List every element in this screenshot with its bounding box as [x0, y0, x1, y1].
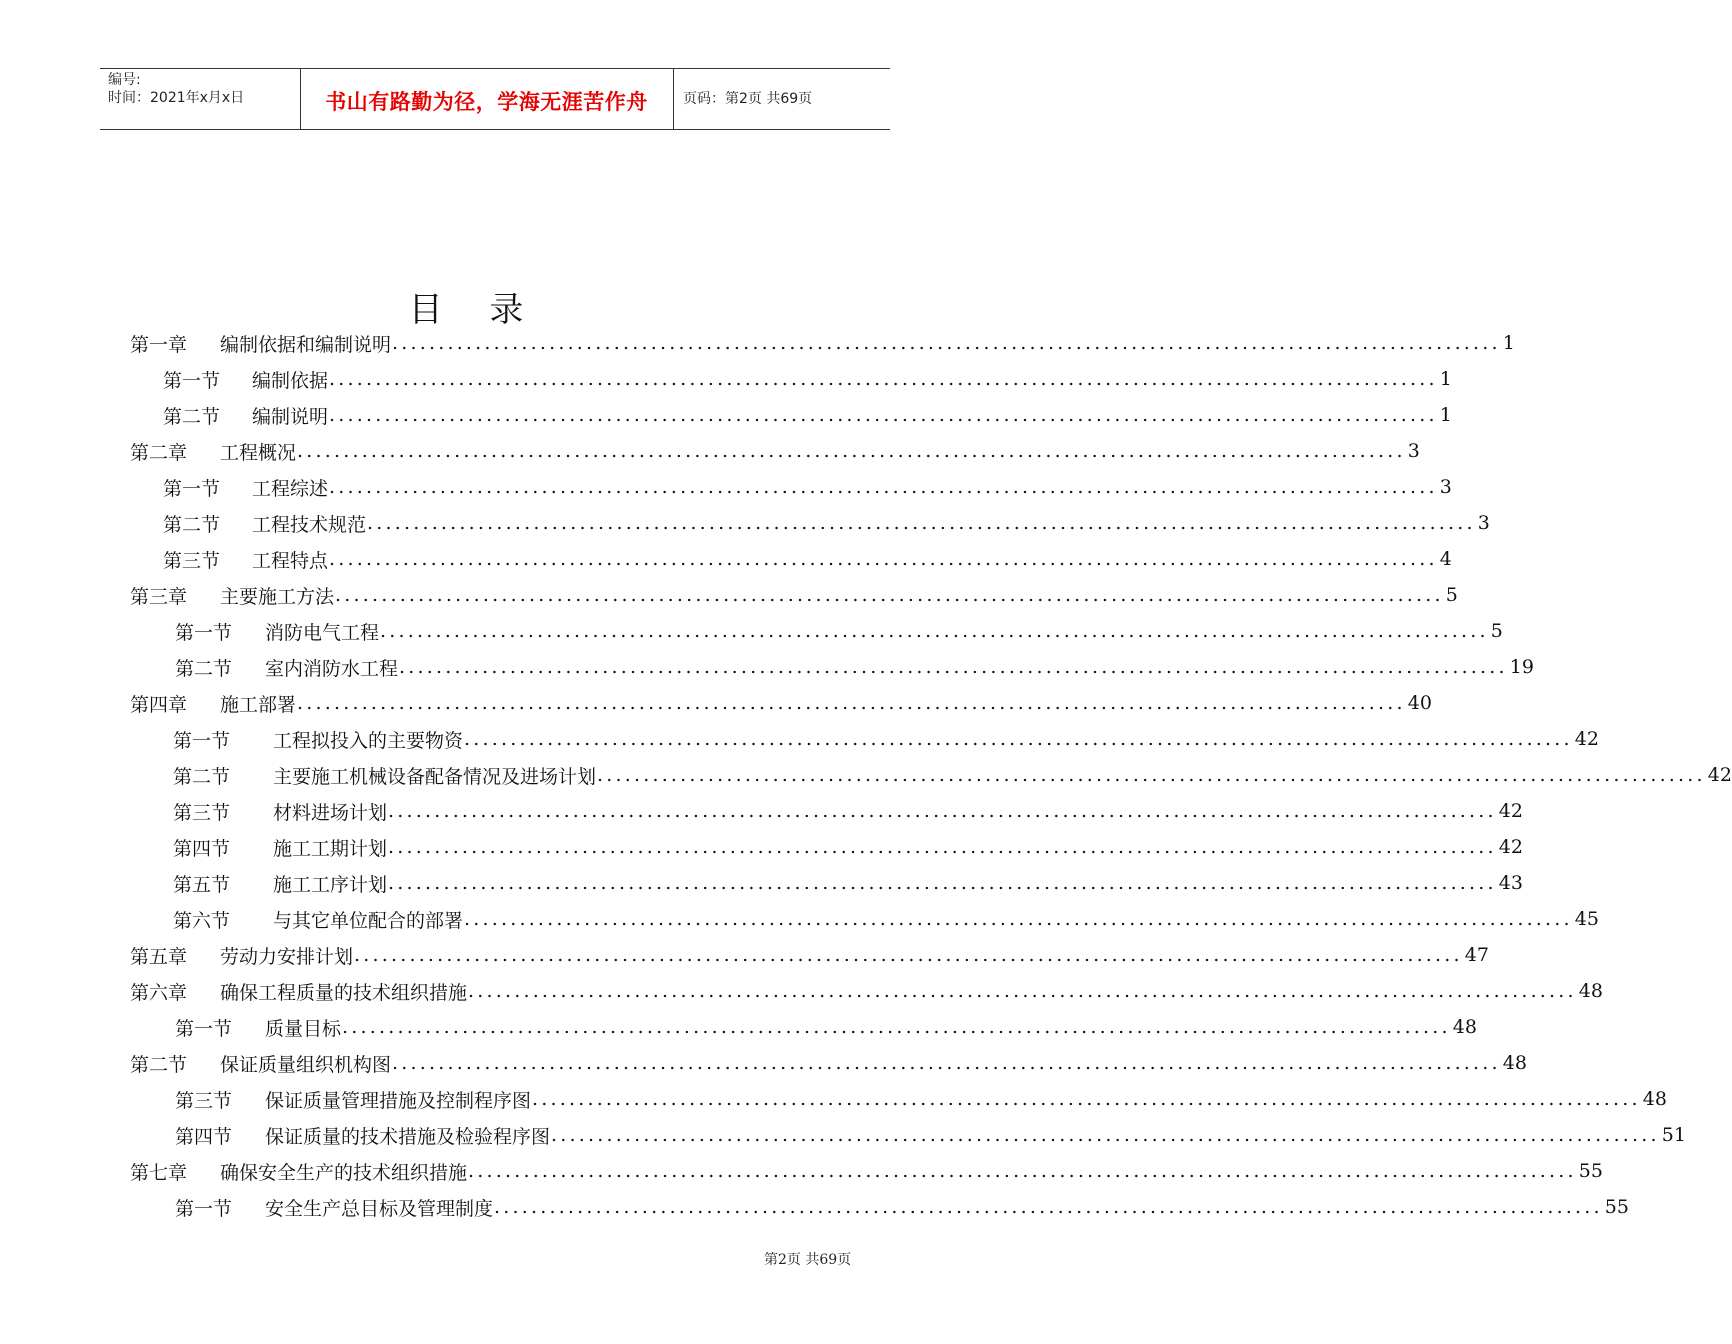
- toc-dot-leader: ........................................................................................................................: [399, 656, 1508, 678]
- toc-dot-leader: ........................................................................................................................: [464, 908, 1573, 930]
- toc-dot-leader: ........................................................................................................................: [494, 1196, 1603, 1218]
- header-table: [100, 68, 890, 130]
- toc-entry[interactable]: [173, 832, 1523, 862]
- document-date-label: 时间：2021年x月x日: [108, 90, 245, 106]
- toc-entry-page: 48: [1452, 1016, 1477, 1038]
- toc-entry-title: 质量目标: [265, 1017, 342, 1040]
- toc-entry-page: 55: [1578, 1160, 1603, 1182]
- toc-entry[interactable]: [173, 796, 1523, 826]
- toc-dot-leader: ........................................................................................................................: [297, 440, 1406, 462]
- toc-entry[interactable]: [130, 688, 1432, 718]
- page-title: 目 录: [408, 290, 542, 330]
- toc-entry-title: 工程拟投入的主要物资: [273, 729, 464, 752]
- toc-dot-leader: ........................................................................................................................: [329, 368, 1438, 390]
- toc-entry-number: 第五章: [130, 945, 188, 968]
- toc-entry-title: 与其它单位配合的部署: [273, 909, 464, 932]
- toc-entry-number: 第二节: [175, 657, 233, 680]
- toc-dot-leader: ........................................................................................................................: [468, 1160, 1577, 1182]
- toc-dot-leader: ........................................................................................................................: [329, 548, 1438, 570]
- toc-entry-page: 1: [1502, 332, 1515, 354]
- toc-entry[interactable]: [163, 364, 1452, 394]
- toc-dot-leader: ........................................................................................................................: [464, 728, 1573, 750]
- toc-entry[interactable]: [163, 544, 1452, 574]
- toc-entry-title: 保证质量组织机构图: [220, 1053, 392, 1076]
- toc-entry-number: 第四节: [173, 837, 231, 860]
- toc-entry-title: 施工工序计划: [273, 873, 388, 896]
- toc-dot-leader: ........................................................................................................................: [597, 764, 1706, 786]
- toc-entry-title: 工程技术规范: [252, 513, 367, 536]
- toc-entry-title: 主要施工机械设备配备情况及进场计划: [273, 765, 597, 788]
- toc-dot-leader: ........................................................................................................................: [388, 872, 1497, 894]
- toc-dot-leader: ........................................................................................................................: [354, 944, 1463, 966]
- toc-entry[interactable]: [130, 580, 1458, 610]
- toc-entry-page: 55: [1604, 1196, 1629, 1218]
- toc-entry-title: 编制依据: [252, 369, 329, 392]
- toc-entry-title: 保证质量管理措施及控制程序图: [265, 1089, 532, 1112]
- toc-entry-title: 主要施工方法: [220, 585, 335, 608]
- toc-entry-number: 第一节: [163, 477, 221, 500]
- toc-entry-page: 1: [1439, 404, 1452, 426]
- toc-dot-leader: ........................................................................................................................: [367, 512, 1476, 534]
- toc-entry-page: 48: [1642, 1088, 1667, 1110]
- toc-entry[interactable]: [130, 976, 1603, 1006]
- toc-entry-title: 安全生产总目标及管理制度: [265, 1197, 494, 1220]
- toc-entry-page: 42: [1498, 800, 1523, 822]
- toc-entry-number: 第三节: [163, 549, 221, 572]
- toc-entry-number: 第一章: [130, 333, 188, 356]
- toc-entry-page: 42: [1707, 764, 1732, 786]
- toc-dot-leader: ........................................................................................................................: [468, 980, 1577, 1002]
- toc-dot-leader: ........................................................................................................................: [329, 476, 1438, 498]
- toc-entry[interactable]: [175, 1120, 1686, 1150]
- toc-entry-number: 第二节: [173, 765, 231, 788]
- page-footer: 第2页 共69页: [764, 1252, 852, 1268]
- toc-dot-leader: ........................................................................................................................: [532, 1088, 1641, 1110]
- motto-text: 书山有路勤为径，学海无涯苦作舟: [325, 90, 648, 114]
- toc-entry-title: 保证质量的技术措施及检验程序图: [265, 1125, 551, 1148]
- toc-dot-leader: ........................................................................................................................: [297, 692, 1406, 714]
- toc-entry[interactable]: [130, 940, 1489, 970]
- toc-entry-page: 42: [1498, 836, 1523, 858]
- toc-entry-number: 第二节: [130, 1053, 188, 1076]
- toc-entry-title: 确保工程质量的技术组织措施: [220, 981, 468, 1004]
- toc-entry[interactable]: [175, 1012, 1477, 1042]
- toc-entry-number: 第一节: [175, 1017, 233, 1040]
- toc-entry-number: 第四章: [130, 693, 188, 716]
- toc-entry-number: 第六节: [173, 909, 231, 932]
- document-number-label: 编号:: [108, 72, 141, 88]
- toc-entry[interactable]: [173, 904, 1599, 934]
- header-motto-cell: [300, 69, 674, 129]
- toc-dot-leader: ........................................................................................................................: [392, 1052, 1501, 1074]
- toc-entry[interactable]: [163, 472, 1452, 502]
- toc-entry-number: 第一节: [175, 1197, 233, 1220]
- toc-entry-number: 第三节: [175, 1089, 233, 1112]
- toc-entry[interactable]: [175, 616, 1503, 646]
- toc-entry[interactable]: [175, 1084, 1667, 1114]
- toc-entry-number: 第二节: [163, 405, 221, 428]
- header-meta-cell: [100, 69, 301, 129]
- toc-entry-page: 45: [1574, 908, 1599, 930]
- toc-entry-number: 第二节: [163, 513, 221, 536]
- toc-entry-number: 第七章: [130, 1161, 188, 1184]
- toc-entry-number: 第三节: [173, 801, 231, 824]
- toc-entry[interactable]: [173, 760, 1732, 790]
- toc-entry-page: 47: [1464, 944, 1489, 966]
- toc-entry-title: 劳动力安排计划: [220, 945, 354, 968]
- toc-dot-leader: ........................................................................................................................: [388, 800, 1497, 822]
- toc-dot-leader: ........................................................................................................................: [342, 1016, 1451, 1038]
- toc-entry[interactable]: [130, 436, 1420, 466]
- toc-entry-page: 1: [1439, 368, 1452, 390]
- toc-entry-title: 编制依据和编制说明: [220, 333, 392, 356]
- toc-entry-page: 51: [1661, 1124, 1686, 1146]
- toc-entry[interactable]: [175, 652, 1534, 682]
- toc-entry[interactable]: [130, 1048, 1527, 1078]
- toc-entry-page: 43: [1498, 872, 1523, 894]
- toc-entry[interactable]: [173, 724, 1599, 754]
- toc-entry-page: 40: [1407, 692, 1432, 714]
- toc-entry-number: 第三章: [130, 585, 188, 608]
- toc-dot-leader: ........................................................................................................................: [551, 1124, 1660, 1146]
- toc-entry-title: 工程概况: [220, 441, 297, 464]
- toc-entry-page: 5: [1490, 620, 1503, 642]
- toc-entry-page: 19: [1509, 656, 1534, 678]
- toc-entry-page: 3: [1477, 512, 1490, 534]
- toc-dot-leader: ........................................................................................................................: [380, 620, 1489, 642]
- toc-entry-number: 第一节: [163, 369, 221, 392]
- toc-entry-page: 48: [1578, 980, 1603, 1002]
- toc-entry[interactable]: [130, 328, 1515, 358]
- toc-entry[interactable]: [130, 1156, 1603, 1186]
- toc-entry[interactable]: [163, 400, 1452, 430]
- toc-entry-title: 消防电气工程: [265, 621, 380, 644]
- toc-entry-title: 编制说明: [252, 405, 329, 428]
- toc-entry-page: 3: [1439, 476, 1452, 498]
- toc-entry-title: 工程特点: [252, 549, 329, 572]
- toc-dot-leader: ........................................................................................................................: [329, 404, 1438, 426]
- toc-entry[interactable]: [163, 508, 1490, 538]
- toc-entry[interactable]: [175, 1192, 1629, 1222]
- toc-entry-title: 工程综述: [252, 477, 329, 500]
- toc-entry-title: 施工工期计划: [273, 837, 388, 860]
- toc-entry-title: 室内消防水工程: [265, 657, 399, 680]
- header-page-cell: [673, 69, 890, 129]
- toc-entry-number: 第一节: [173, 729, 231, 752]
- toc-entry-page: 48: [1502, 1052, 1527, 1074]
- toc-entry-number: 第四节: [175, 1125, 233, 1148]
- toc-entry-page: 42: [1574, 728, 1599, 750]
- toc-entry-page: 5: [1445, 584, 1458, 606]
- toc-entry-title: 确保安全生产的技术组织措施: [220, 1161, 468, 1184]
- toc-dot-leader: ........................................................................................................................: [392, 332, 1501, 354]
- toc-entry-title: 施工部署: [220, 693, 297, 716]
- toc-entry[interactable]: [173, 868, 1523, 898]
- toc-dot-leader: ........................................................................................................................: [335, 584, 1444, 606]
- toc-entry-number: 第五节: [173, 873, 231, 896]
- toc-entry-number: 第六章: [130, 981, 188, 1004]
- toc-entry-number: 第一节: [175, 621, 233, 644]
- toc-entry-page: 3: [1407, 440, 1420, 462]
- header-page-label: 页码：第2页 共69页: [683, 91, 813, 107]
- toc-dot-leader: ........................................................................................................................: [388, 836, 1497, 858]
- toc-entry-title: 材料进场计划: [273, 801, 388, 824]
- toc-entry-page: 4: [1439, 548, 1452, 570]
- toc-entry-number: 第二章: [130, 441, 188, 464]
